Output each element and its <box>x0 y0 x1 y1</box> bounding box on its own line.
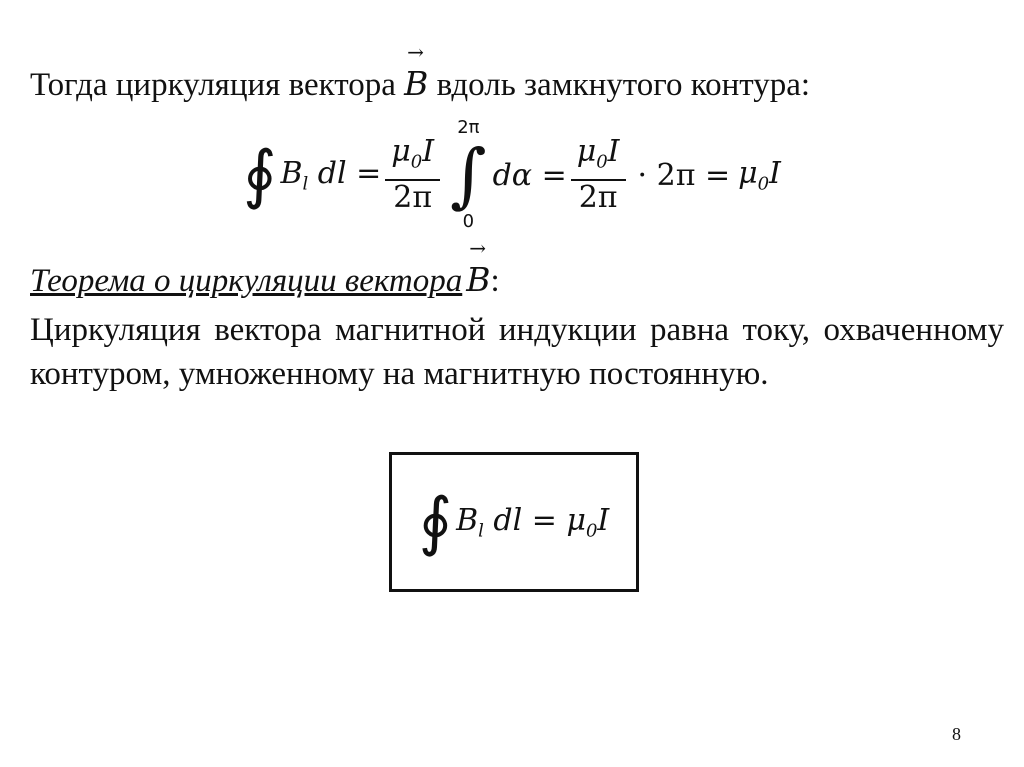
eq2-rhs-sub: 0 <box>585 520 598 542</box>
contour-integral-icon: ∮ <box>243 138 277 212</box>
eq1-frac2-num-rest: I <box>607 133 620 169</box>
integral-upper-limit: 2π <box>457 117 480 138</box>
eq1-frac1-num-base: μ <box>391 133 411 169</box>
eq1-lhs-sub: l <box>302 173 309 195</box>
eq2-lhs <box>456 503 609 541</box>
eq1-result-sub: 0 <box>757 173 770 195</box>
theorem-body: Циркуляция вектора магнитной индукции равна току, охваченному контуром, умноженному на магнитную постоянную. <box>30 312 1004 392</box>
eq1-integrand: dα = <box>492 157 567 193</box>
page-number: 8 <box>952 724 961 744</box>
boxed-theorem-equation <box>389 452 639 592</box>
eq1-lhs-base: B <box>280 155 303 191</box>
theorem-colon: : <box>490 263 500 299</box>
eq2-lhs-sub: l <box>478 520 484 542</box>
intro-rest-text: вдоль замкнутого контура: <box>436 67 811 103</box>
eq1-lhs-rest: dl = <box>317 155 382 191</box>
eq1-frac2-den: 2π <box>578 180 618 216</box>
eq1-result <box>738 156 781 194</box>
intro-text: Тогда циркуляция вектора <box>30 67 396 103</box>
eq1-lhs <box>280 156 381 194</box>
eq2-lhs-rest: dl = <box>493 502 557 538</box>
integral-sign-icon: ∫ <box>450 134 487 216</box>
eq2-rhs-base: μ <box>566 502 586 538</box>
eq2-lhs-base: B <box>456 502 479 538</box>
eq1-frac1-num-rest: I <box>422 133 435 169</box>
intro-line <box>30 62 1004 107</box>
eq1-frac2-num-sub: 0 <box>596 151 608 173</box>
eq1-result-base: μ <box>738 155 758 191</box>
eq1-frac1-num-sub: 0 <box>410 151 423 173</box>
theorem-title: Теорема о циркуляции вектора <box>30 263 463 299</box>
boxed-contour-integral-icon: ∮ <box>418 485 453 559</box>
circulation-equation <box>0 110 1024 240</box>
eq1-frac1-den: 2π <box>393 180 433 216</box>
eq1-tail: · 2π = <box>637 157 731 193</box>
theorem-vector-b: → B <box>466 258 490 302</box>
eq1-frac2-num-base: μ <box>576 133 597 169</box>
vector-b-symbol: → B <box>404 62 428 106</box>
eq1-fraction-2 <box>571 135 626 215</box>
definite-integral <box>450 118 486 232</box>
theorem-heading <box>30 258 1004 303</box>
eq2-rhs-rest: I <box>597 502 610 538</box>
eq1-fraction-1 <box>385 135 440 215</box>
integral-lower-limit: 0 <box>462 211 475 232</box>
eq1-result-rest: I <box>769 155 781 191</box>
